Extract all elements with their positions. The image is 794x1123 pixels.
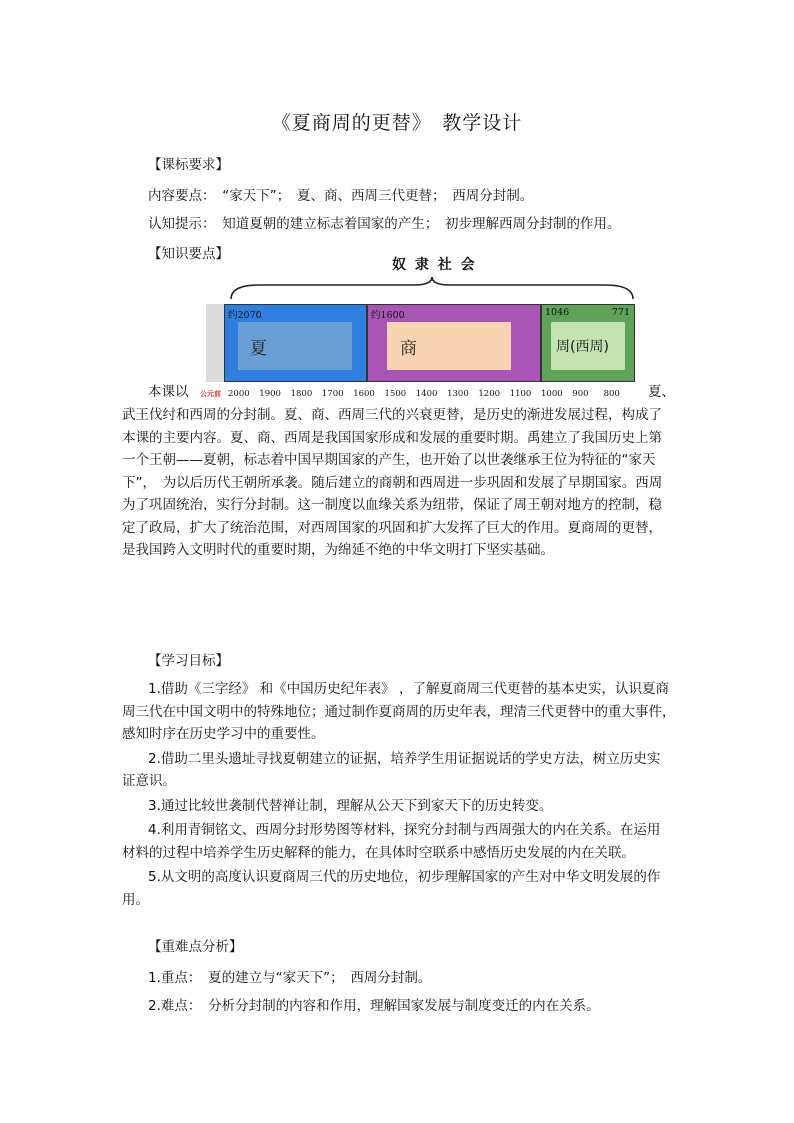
xia-inner-box bbox=[238, 322, 352, 370]
intro-paragraph-line: 武王伐纣和西周的分封制。夏、商、西周三代的兴衰更替，是历史的渐进发展过程，构成了 bbox=[122, 407, 662, 423]
xia-label: 夏 bbox=[250, 339, 267, 359]
axis-tick-label: 1200 bbox=[478, 389, 501, 399]
intro-paragraph-line: 本课的主要内容。夏、商、西周是我国国家形成和发展的重要时期。禹建立了我国历史上第 bbox=[122, 429, 662, 446]
intro-paragraph-line: 为了巩固统治，实行分封制。这一制度以血缘关系为纽带，保证了周王朝对地方的控制，稳 bbox=[122, 497, 662, 513]
zhou-end-label: 771 bbox=[611, 307, 630, 318]
intro-paragraph-line: 一个王朝——夏朝，标志着中国早期国家的产生，也开始了以世袭继承王位为特征的“家天 bbox=[122, 452, 656, 468]
xia-start-label: 约2070 bbox=[228, 310, 262, 321]
difficult-point: 2.难点： 分析分封制的内容和作用，理解国家发展与制度变迁的内在关系。 bbox=[148, 998, 600, 1014]
axis-tick-label: 1300 bbox=[447, 389, 469, 399]
era-label: 公元前 bbox=[200, 390, 221, 398]
zhou-label: 周(西周) bbox=[556, 339, 609, 355]
goal-line: 用。 bbox=[122, 891, 149, 908]
goal-line: 感知时序在历史学习中的重要性。 bbox=[122, 726, 325, 742]
intro-paragraph bbox=[122, 404, 682, 562]
zhou-start-label: 1046 bbox=[545, 307, 570, 318]
intro-paragraph-line: 下”， 为以后历代王朝所承袭。随后建立的商朝和西周进一步巩固和发展了早期国家。西周 bbox=[122, 474, 663, 491]
xia-dynasty-bar bbox=[224, 304, 367, 382]
axis-tick-label: 1100 bbox=[509, 389, 532, 399]
axis-tick-label: 900 bbox=[572, 389, 589, 399]
goal-item bbox=[122, 748, 682, 793]
content-points: 内容要点： “家天下”； 夏、商、西周三代更替； 西周分封制。 bbox=[148, 188, 534, 204]
page-title: 《夏商周的更替》 教学设计 bbox=[271, 112, 523, 134]
goal-item bbox=[122, 795, 682, 818]
intro-paragraph-line: 定了政局，扩大了统治范围，对西周国家的巩固和扩大发挥了巨大的作用。夏商周的更替， bbox=[122, 519, 662, 536]
axis-tick-label: 1600 bbox=[353, 389, 375, 399]
goal-line: 周三代在中国文明中的特殊地位；通过制作夏商周的历史年表，理清三代更替中的重大事件， bbox=[122, 703, 676, 720]
section-heading-mubiao: 【学习目标】 bbox=[148, 653, 229, 669]
intro-line-start: 本课以 bbox=[148, 384, 189, 400]
goal-item bbox=[122, 819, 682, 864]
timeline-caption: 奴 隶 社 会 bbox=[392, 257, 477, 273]
timeline-left-shade bbox=[206, 304, 224, 382]
shang-label: 商 bbox=[400, 339, 417, 359]
goal-line: 证意识。 bbox=[122, 773, 176, 789]
cognitive-hints: 认知提示： 知道夏朝的建立标志着国家的产生； 初步理解西周分封制的作用。 bbox=[148, 216, 621, 232]
axis-tick-label: 1800 bbox=[290, 389, 313, 399]
goal-line: 5.从文明的高度认识夏商周三代的历史地位，初步理解国家的产生对中华文明发展的作 bbox=[148, 869, 661, 885]
axis-tick-label: 2000 bbox=[228, 389, 250, 399]
axis-tick-label: 800 bbox=[603, 389, 620, 399]
section-heading-kebiao: 【课标要求】 bbox=[148, 157, 229, 173]
shang-start-label: 约1600 bbox=[371, 310, 405, 321]
goal-line: 3.通过比较世袭制代替禅让制，理解从公天下到家天下的历史转变。 bbox=[148, 797, 553, 814]
goal-item bbox=[122, 866, 682, 911]
goal-line: 4.利用青铜铭文、西周分封形势图等材料，探究分封制与西周强大的内在关系。在运用 bbox=[148, 822, 661, 838]
goal-line: 2.借助二里头遗址寻找夏朝建立的证据，培养学生用证据说话的学史方法，树立历史实 bbox=[148, 750, 661, 767]
brace-icon bbox=[229, 275, 635, 301]
axis-tick-label: 1000 bbox=[541, 389, 563, 399]
shang-dynasty-bar bbox=[367, 304, 541, 382]
goal-item bbox=[122, 678, 682, 746]
axis-tick-label: 1900 bbox=[259, 389, 281, 399]
zhou-inner-box bbox=[551, 322, 625, 370]
goal-line: 1.借助《三字经》 和《中国历史纪年表》 ，了解夏商周三代更替的基本史实，认识夏商 bbox=[148, 681, 669, 697]
axis-tick-label: 1700 bbox=[321, 389, 344, 399]
learning-goals bbox=[122, 678, 682, 913]
zhou-dynasty-bar bbox=[541, 304, 635, 382]
axis-tick-label: 1500 bbox=[384, 389, 407, 399]
shang-inner-box bbox=[387, 322, 511, 370]
section-heading-zhishi: 【知识要点】 bbox=[148, 246, 229, 262]
key-point: 1.重点： 夏的建立与“家天下”； 西周分封制。 bbox=[148, 970, 432, 986]
axis-tick-label: 1400 bbox=[415, 389, 438, 399]
intro-line-end: 夏、 bbox=[648, 384, 675, 400]
section-heading-zhongnan: 【重难点分析】 bbox=[148, 939, 243, 955]
intro-paragraph-line: 是我国跨入文明时代的重要时期，为绵延不绝的中华文明打下坚实基础。 bbox=[122, 542, 554, 558]
goal-line: 材料的过程中培养学生历史解释的能力，在具体时空联系中感悟历史发展的内在关联。 bbox=[122, 844, 635, 861]
